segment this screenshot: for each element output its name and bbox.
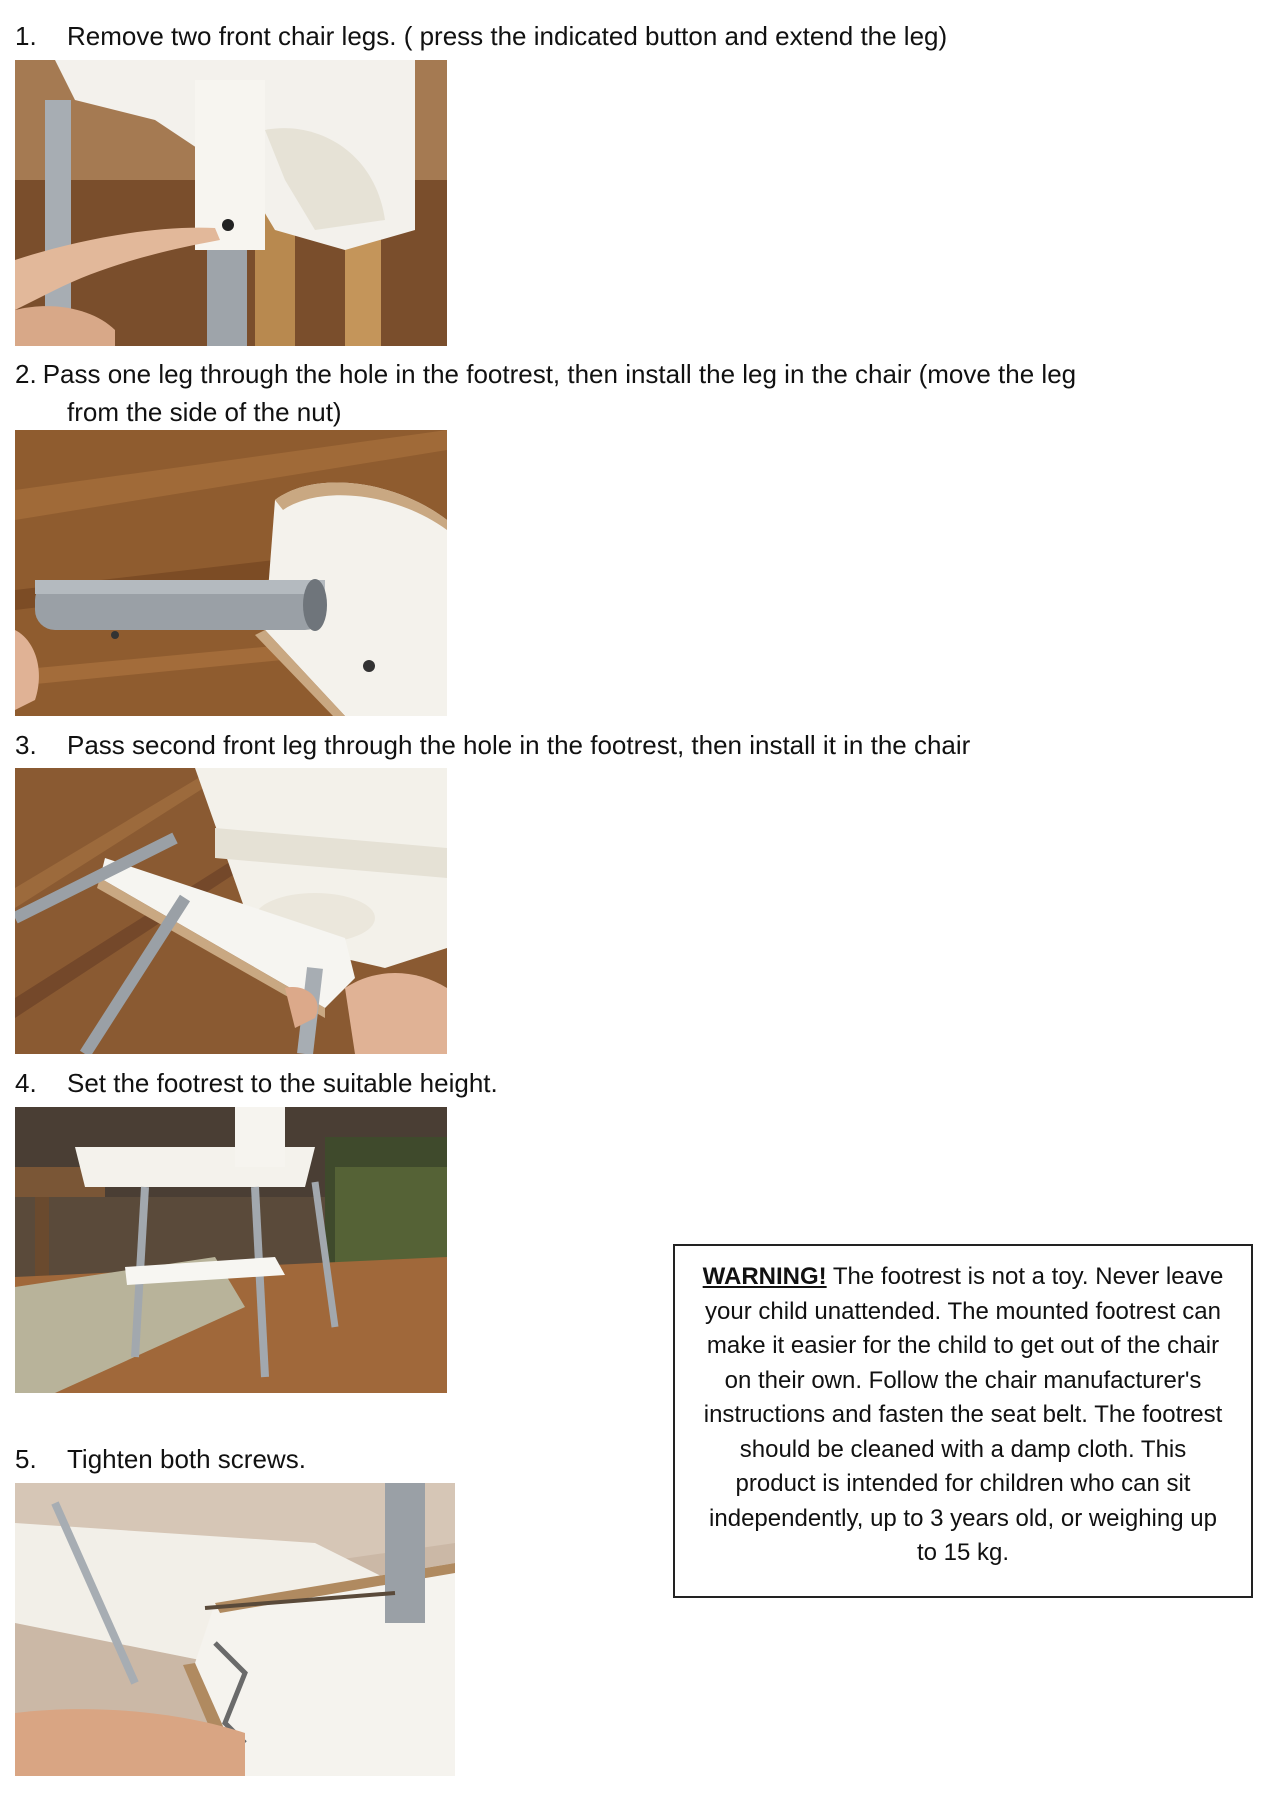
step-4-number: 4. — [15, 1068, 37, 1098]
warning-label: WARNING! — [702, 1263, 827, 1290]
warning-text: The footrest is not a toy. Never leave your child unattended. The mounted footrest can make it easier for the child to get out of the chair on their own. Follow the chair manufacturer's instructions and fasten the seat belt. The footrest should be cleaned with a damp cloth. This product is intended for children who can sit independently, up to 3 years old, or weighing up to 15 kg. — [703, 1263, 1224, 1566]
step-5-photo — [15, 1483, 455, 1776]
step-4-text — [15, 1064, 498, 1102]
step-1-number: 1. — [15, 21, 37, 51]
step-2-number: 2. — [15, 359, 37, 389]
step-2-instruction: Pass one leg through the hole in the footrest, then install the leg in the chair (move the leg — [42, 359, 1077, 389]
step-2-instruction-cont: from the side of the nut) — [67, 397, 342, 427]
step-3-instruction: Pass second front leg through the hole in the footrest, then install it in the chair — [67, 730, 971, 760]
step-3-photo — [15, 768, 447, 1054]
step-4-photo — [15, 1107, 447, 1393]
step-5-instruction: Tighten both screws. — [67, 1444, 306, 1474]
step-4-instruction: Set the footrest to the suitable height. — [67, 1068, 498, 1098]
step-2-photo — [15, 430, 447, 716]
step-1-instruction: Remove two front chair legs. ( press the indicated button and extend the leg) — [67, 21, 948, 51]
step-1-text — [15, 17, 947, 55]
step-1-photo — [15, 60, 447, 346]
step-2-text — [15, 355, 1076, 431]
step-3-text — [15, 726, 970, 764]
step-5-number: 5. — [15, 1444, 37, 1474]
step-3-number: 3. — [15, 730, 37, 760]
step-5-text — [15, 1440, 306, 1478]
warning-box — [673, 1244, 1253, 1598]
